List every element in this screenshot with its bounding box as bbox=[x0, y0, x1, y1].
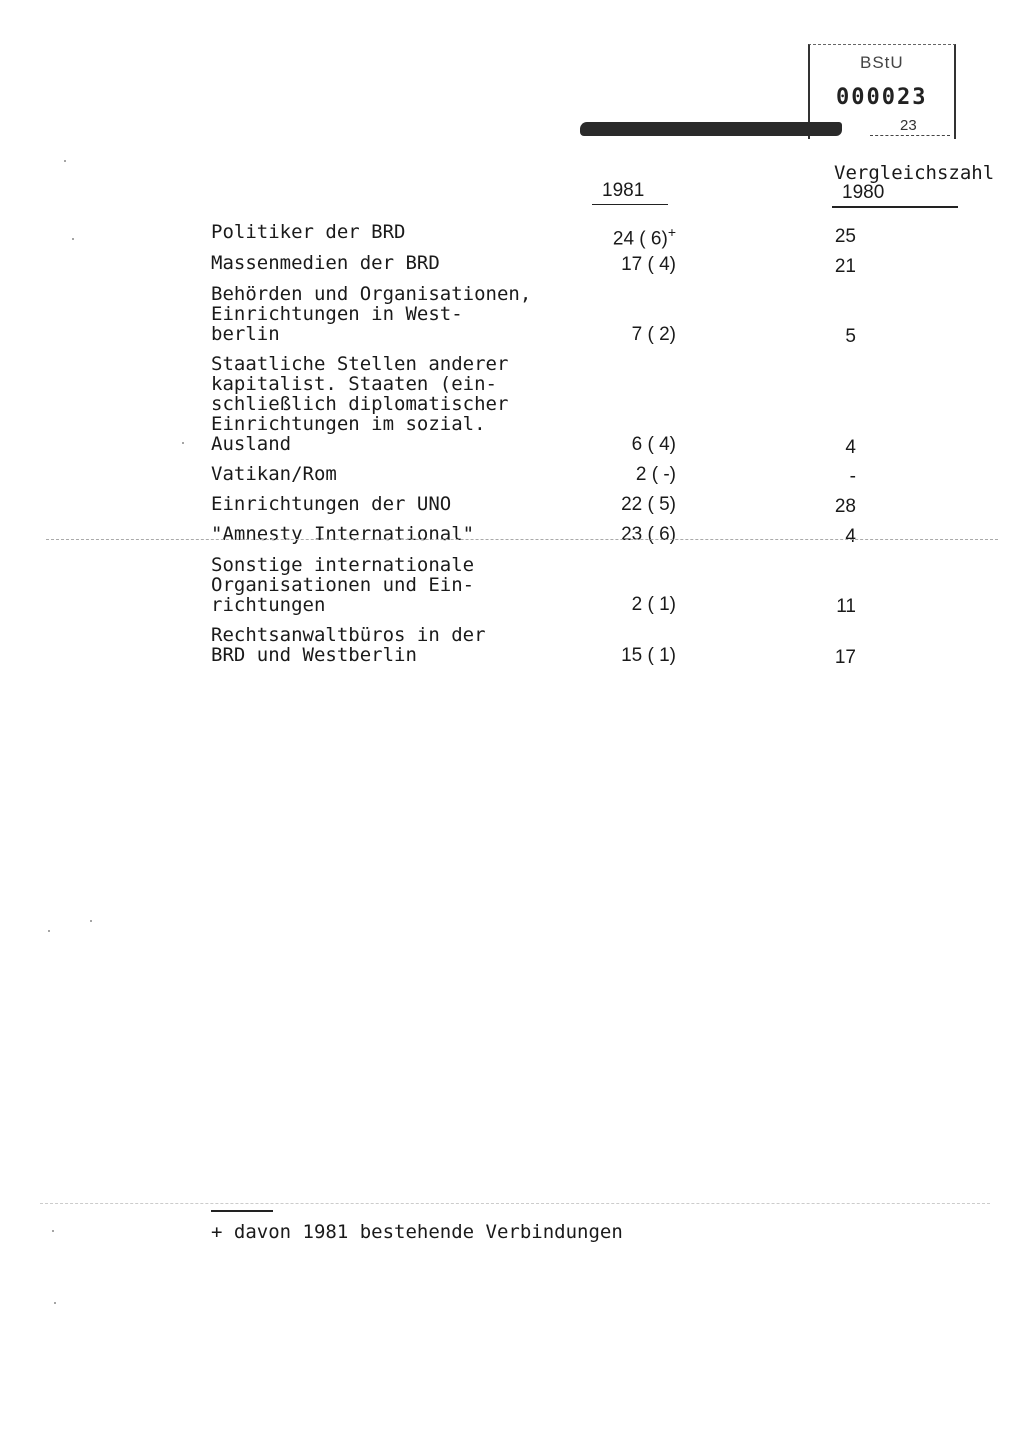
value-1980: 28 bbox=[834, 496, 856, 517]
value-1980: - bbox=[849, 466, 856, 487]
scan-dashed-line bbox=[46, 539, 998, 540]
row-label: Staatliche Stellen anderer kapitalist. Staaten (ein- schließlich diplomatischer Einrichtungen im sozial. Ausland bbox=[211, 353, 509, 455]
value-1980: 17 bbox=[834, 647, 856, 668]
footer-dashed-line bbox=[40, 1203, 990, 1204]
scan-speck bbox=[72, 238, 74, 240]
value-1981: 2 ( -) bbox=[635, 464, 676, 485]
row-label: Einrichtungen der UNO bbox=[211, 493, 452, 515]
redaction-bar bbox=[580, 122, 842, 136]
scan-speck bbox=[182, 442, 184, 444]
value-1980: 4 bbox=[845, 437, 856, 458]
stamp-page-number: 23 bbox=[900, 117, 917, 134]
row-label: Sonstige internationale Organisationen und Ein- richtungen bbox=[211, 554, 475, 616]
value-1980: 25 bbox=[834, 226, 856, 247]
value-1981: 7 ( 2) bbox=[631, 324, 676, 345]
value-1980: 21 bbox=[834, 256, 856, 277]
column-header-comparison bbox=[834, 163, 994, 203]
value-1981: 2 ( 1) bbox=[631, 594, 676, 615]
value-1980: 5 bbox=[845, 326, 856, 347]
row-label: "Amnesty International" bbox=[211, 523, 475, 545]
value-1980: 11 bbox=[836, 596, 856, 617]
value-1981: 17 ( 4) bbox=[621, 254, 676, 275]
column-header-comparison-title: Vergleichszahl bbox=[834, 162, 995, 184]
row-label: Behörden und Organisationen, Einrichtungen in West- berlin bbox=[211, 283, 532, 345]
column-header-comparison-underline bbox=[832, 206, 958, 208]
column-header-1981-underline bbox=[592, 204, 668, 205]
row-label: Massenmedien der BRD bbox=[211, 252, 440, 274]
value-1981-text: 24 ( 6) bbox=[612, 228, 668, 250]
scan-speck bbox=[90, 920, 92, 922]
column-header-1981: 1981 bbox=[602, 180, 645, 201]
value-1981 bbox=[570, 224, 676, 250]
footnote: + davon 1981 bestehende Verbindungen bbox=[211, 1221, 623, 1243]
value-1981: 22 ( 5) bbox=[621, 494, 676, 515]
scan-speck bbox=[52, 1230, 54, 1232]
scan-speck bbox=[48, 930, 50, 932]
scan-speck bbox=[64, 160, 66, 162]
value-1981: 6 ( 4) bbox=[631, 434, 676, 455]
stamp-underline bbox=[870, 135, 950, 136]
value-1981: 15 ( 1) bbox=[621, 645, 676, 666]
row-label: Vatikan/Rom bbox=[211, 463, 337, 485]
stamp-label: BStU bbox=[860, 53, 904, 72]
column-header-comparison-year: 1980 bbox=[842, 182, 885, 203]
row-label: Politiker der BRD bbox=[211, 221, 406, 243]
value-1980: 4 bbox=[845, 526, 856, 547]
row-label: Rechtsanwaltbüros in der BRD und Westberlin bbox=[211, 624, 486, 666]
footnote-rule bbox=[211, 1210, 273, 1212]
scan-speck bbox=[54, 1302, 56, 1304]
footnote-marker: + bbox=[667, 224, 676, 240]
stamp-number: 000023 bbox=[836, 85, 928, 110]
value-1981: 23 ( 6) bbox=[621, 524, 676, 545]
